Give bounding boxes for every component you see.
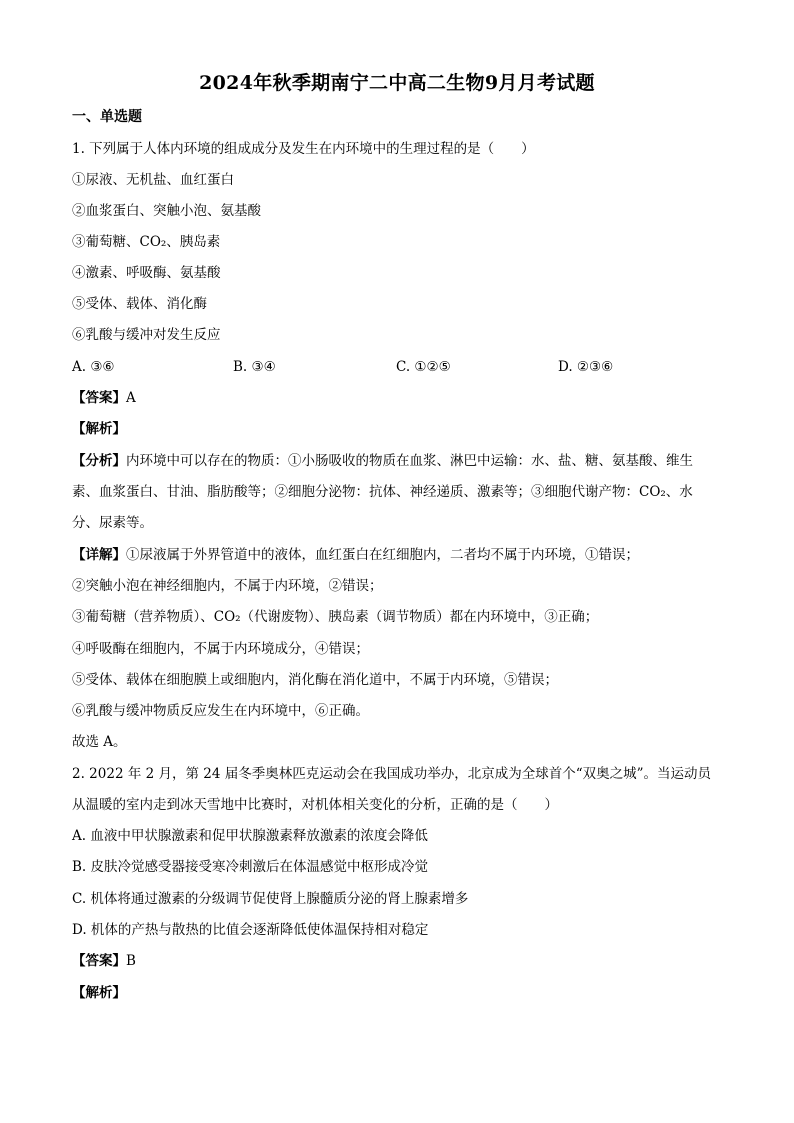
- q2-answer-line: [72, 952, 136, 970]
- xiangjie-tag: 【详解】: [72, 547, 126, 563]
- q2-option-d: D. 机体的产热与散热的比值会逐渐降低使体温保持相对稳定: [72, 922, 429, 938]
- q1-option-a: A. ③⑥: [72, 359, 115, 375]
- q2-option-b: B. 皮肤冷觉感受器接受寒冷刺激后在体温感觉中枢形成冷觉: [72, 859, 429, 875]
- answer-tag: 【答案】: [72, 953, 126, 969]
- q2-option-a: A. 血液中甲状腺激素和促甲状腺激素释放激素的浓度会降低: [72, 828, 428, 844]
- xiangjie-text-1: ①尿液属于外界管道中的液体，血红蛋白在红细胞内，二者均不属于内环境，①错误；: [126, 547, 639, 563]
- q1-item-5: ⑤受体、载体、消化酶: [72, 296, 207, 312]
- fenxi-line-1: [72, 452, 693, 470]
- q2-stem-line-2: 从温暖的室内走到冰天雪地中比赛时，对机体相关变化的分析，正确的是（ ）: [72, 797, 558, 813]
- q1-answer-line: [72, 389, 136, 407]
- fenxi-tag: 【分析】: [72, 453, 126, 469]
- fenxi-line-3: 分、尿素等。: [72, 515, 153, 531]
- xiangjie-line-3: ③葡萄糖（营养物质）、CO₂（代谢废物）、胰岛素（调节物质）都在内环境中，③正确；: [72, 609, 599, 625]
- q1-item-1: ①尿液、无机盐、血红蛋白: [72, 172, 234, 188]
- xiangjie-line-2: ②突触小泡在神经细胞内，不属于内环境，②错误；: [72, 578, 383, 594]
- xiangjie-line-6: ⑥乳酸与缓冲物质反应发生在内环境中，⑥正确。: [72, 703, 369, 719]
- q1-item-4: ④激素、呼吸酶、氨基酸: [72, 265, 221, 281]
- xiangjie-line-4: ④呼吸酶在细胞内，不属于内环境成分，④错误；: [72, 641, 369, 657]
- xiangjie-line-1: [72, 546, 639, 564]
- page-title: 2024年秋季期南宁二中高二生物9月月考试题: [199, 72, 595, 94]
- q2-analysis-tag: 【解析】: [72, 985, 126, 1001]
- q1-option-c: C. ①②⑤: [396, 359, 451, 375]
- q1-item-2: ②血浆蛋白、突触小泡、氨基酸: [72, 203, 261, 219]
- fenxi-text-1: 内环境中可以存在的物质：①小肠吸收的物质在血浆、淋巴中运输：水、盐、糖、氨基酸、维生: [126, 453, 693, 469]
- q1-item-6: ⑥乳酸与缓冲对发生反应: [72, 327, 221, 343]
- q1-conclusion: 故选 A。: [72, 734, 127, 750]
- answer-value: A: [126, 390, 136, 406]
- q1-item-3: ③葡萄糖、CO₂、胰岛素: [72, 234, 221, 250]
- q1-option-d: D. ②③⑥: [558, 359, 614, 375]
- fenxi-line-2: 素、血浆蛋白、甘油、脂肪酸等；②细胞分泌物：抗体、神经递质、激素等；③细胞代谢产物：CO₂、水: [72, 484, 693, 500]
- answer-tag: 【答案】: [72, 390, 126, 406]
- q2-stem-line-1: 2. 2022 年 2 月，第 24 届冬季奥林匹克运动会在我国成功举办，北京成为全球首个“双奥之城”。当运动员: [72, 766, 712, 782]
- xiangjie-line-5: ⑤受体、载体在细胞膜上或细胞内，消化酶在消化道中，不属于内环境，⑤错误；: [72, 672, 558, 688]
- analysis-tag: 【解析】: [72, 421, 126, 437]
- q1-stem: 1. 下列属于人体内环境的组成成分及发生在内环境中的生理过程的是（ ）: [72, 141, 535, 157]
- q1-option-b: B. ③④: [233, 359, 276, 375]
- answer-value: B: [126, 953, 136, 969]
- q2-option-c: C. 机体将通过激素的分级调节促使肾上腺髓质分泌的肾上腺素增多: [72, 891, 469, 907]
- section-heading: 一、单选题: [72, 109, 142, 125]
